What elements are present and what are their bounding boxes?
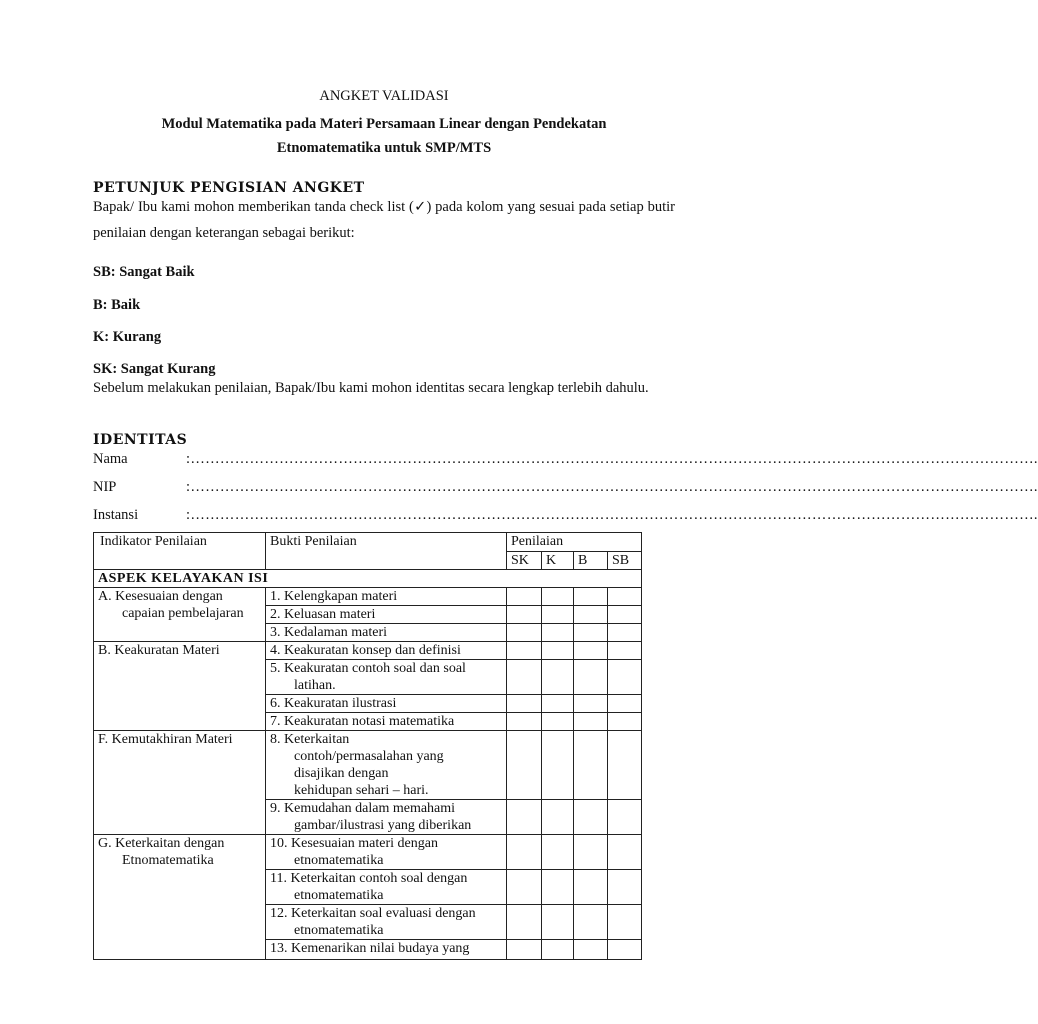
module-title-line2: Etnomatematika untuk SMP/MTS [276, 140, 492, 156]
module-title-line1: Modul Matematika pada Materi Persamaan Linear dengan Pendekatan [161, 116, 607, 132]
rating-cell-b[interactable] [574, 731, 608, 800]
rating-cell-sb[interactable] [608, 606, 642, 624]
rating-cell-b[interactable] [574, 940, 608, 960]
rating-cell-sb[interactable] [608, 588, 642, 606]
rating-cell-k[interactable] [542, 660, 574, 695]
rating-cell-sk[interactable] [507, 905, 542, 940]
rating-cell-k[interactable] [542, 731, 574, 800]
indicator-b: B. Keakuratan Materi [94, 642, 266, 731]
page-title: ANGKET VALIDASI [319, 88, 449, 104]
indicator-f: F. Kemutakhiran Materi [94, 731, 266, 835]
rating-cell-k[interactable] [542, 870, 574, 905]
item-12: 12. Keterkaitan soal evaluasi dengan etnomatematika [266, 905, 507, 940]
rating-cell-k[interactable] [542, 835, 574, 870]
item-3: 3. Kedalaman materi [266, 624, 507, 642]
rating-cell-sk[interactable] [507, 800, 542, 835]
identity-name-field[interactable]: :………………………………………………………………………………………………………………………………………………………. [186, 451, 1038, 467]
rating-cell-sk[interactable] [507, 731, 542, 800]
rating-cell-sk[interactable] [507, 695, 542, 713]
legend-k: K: Kurang [93, 329, 162, 345]
rating-cell-sk[interactable] [507, 606, 542, 624]
rating-cell-b[interactable] [574, 713, 608, 731]
identity-note: Sebelum melakukan penilaian, Bapak/Ibu kami mohon identitas secara lengkap terlebih dahulu. [93, 380, 649, 396]
rating-cell-k[interactable] [542, 606, 574, 624]
legend-sk: SK: Sangat Kurang [93, 361, 216, 377]
rating-cell-b[interactable] [574, 660, 608, 695]
rating-cell-k[interactable] [542, 713, 574, 731]
rating-cell-k[interactable] [542, 940, 574, 960]
item-6: 6. Keakuratan ilustrasi [266, 695, 507, 713]
rating-cell-sb[interactable] [608, 660, 642, 695]
legend-sb: SB: Sangat Baik [93, 264, 195, 280]
rating-cell-sb[interactable] [608, 713, 642, 731]
rating-cell-sb[interactable] [608, 870, 642, 905]
rating-cell-sk[interactable] [507, 624, 542, 642]
item-11: 11. Keterkaitan contoh soal dengan etnomatematika [266, 870, 507, 905]
rating-cell-sb[interactable] [608, 800, 642, 835]
rating-cell-b[interactable] [574, 642, 608, 660]
header-b: B [574, 552, 608, 570]
header-bukti: Bukti Penilaian [266, 533, 507, 570]
rating-cell-sb[interactable] [608, 695, 642, 713]
item-5: 5. Keakuratan contoh soal dan soal latihan. [266, 660, 507, 695]
rating-cell-sb[interactable] [608, 905, 642, 940]
item-7: 7. Keakuratan notasi matematika [266, 713, 507, 731]
identity-nip-label: NIP [93, 479, 117, 495]
header-penilaian: Penilaian [507, 533, 642, 552]
rating-cell-k[interactable] [542, 624, 574, 642]
rating-cell-sk[interactable] [507, 870, 542, 905]
header-k: K [542, 552, 574, 570]
header-indikator: Indikator Penilaian [94, 533, 266, 570]
rating-cell-k[interactable] [542, 642, 574, 660]
rating-cell-b[interactable] [574, 606, 608, 624]
item-2: 2. Keluasan materi [266, 606, 507, 624]
rating-cell-sb[interactable] [608, 940, 642, 960]
legend-b: B: Baik [93, 297, 141, 313]
identity-nip-field[interactable]: :………………………………………………………………………………………………………………………………………………………. [186, 479, 1038, 495]
rating-cell-b[interactable] [574, 695, 608, 713]
rating-cell-k[interactable] [542, 800, 574, 835]
assessment-table [93, 532, 642, 960]
header-sb: SB [608, 552, 642, 570]
identity-instansi-label: Instansi [93, 507, 139, 523]
identity-name-label: Nama [93, 451, 128, 467]
rating-cell-k[interactable] [542, 905, 574, 940]
rating-cell-b[interactable] [574, 835, 608, 870]
rating-cell-b[interactable] [574, 624, 608, 642]
rating-cell-b[interactable] [574, 870, 608, 905]
instructions-heading: PETUNJUK PENGISIAN ANGKET [93, 180, 365, 196]
rating-cell-sk[interactable] [507, 835, 542, 870]
header-sk: SK [507, 552, 542, 570]
aspect-heading: ASPEK KELAYAKAN ISI [94, 570, 642, 588]
rating-cell-sb[interactable] [608, 642, 642, 660]
rating-cell-b[interactable] [574, 800, 608, 835]
rating-cell-sk[interactable] [507, 940, 542, 960]
rating-cell-sk[interactable] [507, 660, 542, 695]
rating-cell-sk[interactable] [507, 713, 542, 731]
item-9: 9. Kemudahan dalam memahami gambar/ilustrasi yang diberikan [266, 800, 507, 835]
identity-instansi-field[interactable]: :………………………………………………………………………………………………………………………………………………………. [186, 507, 1038, 523]
item-4: 4. Keakuratan konsep dan definisi [266, 642, 507, 660]
rating-cell-k[interactable] [542, 588, 574, 606]
item-10: 10. Kesesuaian materi dengan etnomatematika [266, 835, 507, 870]
indicator-a: A. Kesesuaian dengan capaian pembelajaran [94, 588, 266, 642]
item-13: 13. Kemenarikan nilai budaya yang [266, 940, 507, 960]
rating-cell-sk[interactable] [507, 642, 542, 660]
item-1: 1. Kelengkapan materi [266, 588, 507, 606]
rating-cell-b[interactable] [574, 588, 608, 606]
rating-cell-b[interactable] [574, 905, 608, 940]
rating-cell-k[interactable] [542, 695, 574, 713]
rating-cell-sk[interactable] [507, 588, 542, 606]
rating-cell-sb[interactable] [608, 624, 642, 642]
rating-cell-sb[interactable] [608, 835, 642, 870]
item-8: 8. Keterkaitan contoh/permasalahan yang disajikan dengan kehidupan sehari – hari. [266, 731, 507, 800]
instructions-text: Bapak/ Ibu kami mohon memberikan tanda check list (✓) pada kolom yang sesuai pada setiap butir penilaian dengan keterangan sebagai berikut: [93, 199, 675, 241]
identity-heading: IDENTITAS [93, 432, 188, 448]
indicator-g: G. Keterkaitan dengan Etnomatematika [94, 835, 266, 960]
rating-cell-sb[interactable] [608, 731, 642, 800]
